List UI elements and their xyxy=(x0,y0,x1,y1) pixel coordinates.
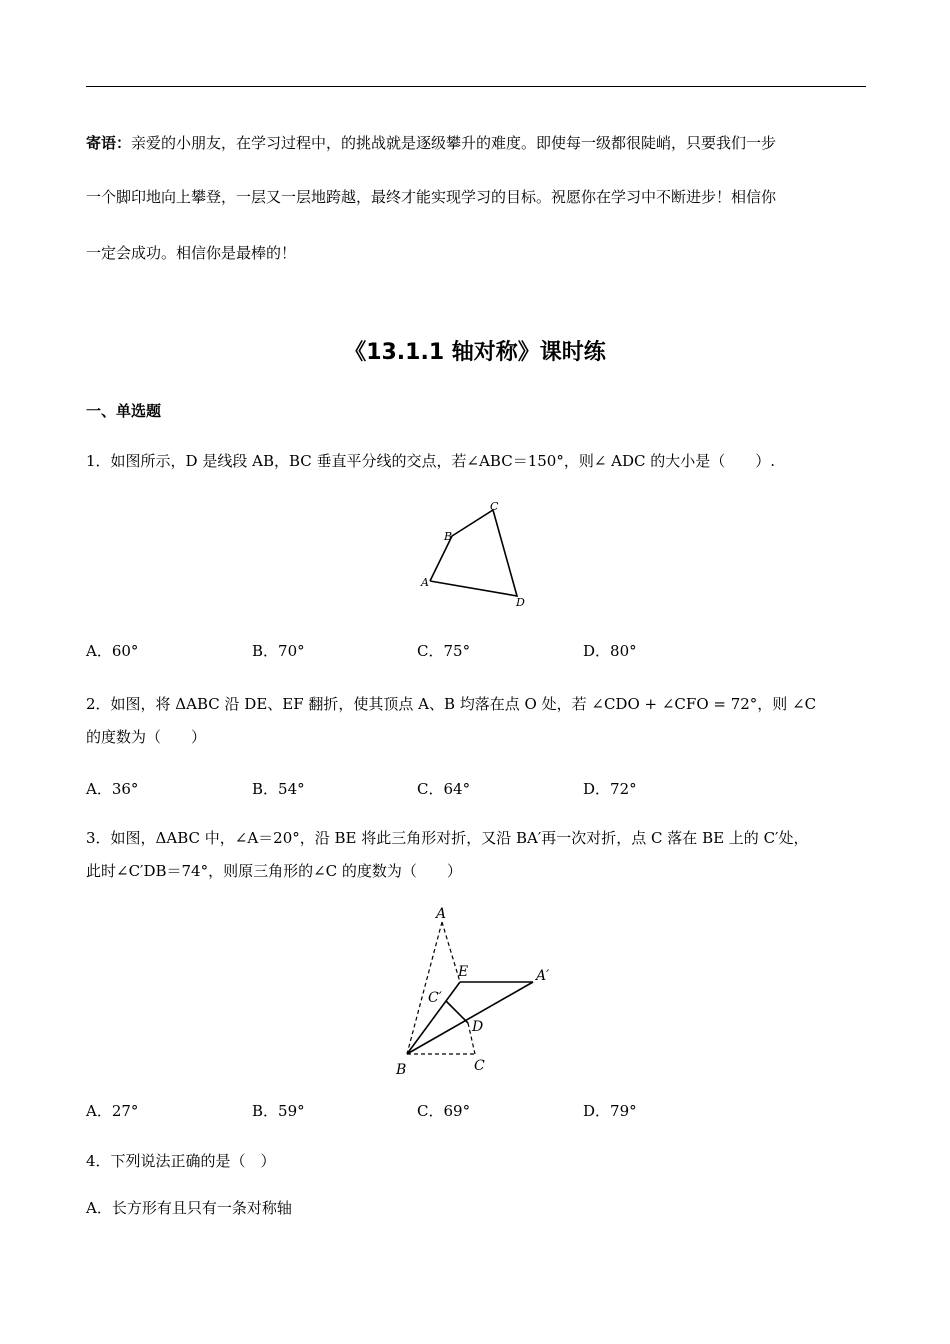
q3-label-a: A xyxy=(436,906,447,922)
q1-label-c: C xyxy=(490,500,499,513)
q3-label-e: E xyxy=(458,964,469,980)
q1-label-a: A xyxy=(421,576,429,589)
q3-option-d[interactable]: D．79° xyxy=(583,1102,637,1120)
q1-figure xyxy=(418,498,530,610)
intro-line-1 xyxy=(86,133,876,153)
q1-option-d[interactable]: D．80° xyxy=(583,642,637,660)
q3-label-b: B xyxy=(396,1062,407,1078)
q2-option-d[interactable]: D．72° xyxy=(583,780,637,798)
q3-option-a[interactable]: A．27° xyxy=(86,1102,139,1120)
q1-label-b: B xyxy=(444,530,453,543)
q3-option-c[interactable]: C．69° xyxy=(417,1102,471,1120)
q1-option-c[interactable]: C．75° xyxy=(417,642,471,660)
q2-stem-1: 2．如图，将 ΔABC 沿 DE、EF 翻折，使其顶点 A、B 均落在点 O 处，若 ∠CDO + ∠CFO = 72°，则 ∠C xyxy=(86,695,817,713)
q3-label-c: C xyxy=(474,1058,485,1074)
intro-line-2: 一个脚印地向上攀登，一层又一层地跨越，最终才能实现学习的目标。祝愿你在学习中不断进步！相信你 xyxy=(86,188,777,206)
q1-option-a[interactable]: A．60° xyxy=(86,642,139,660)
q2-stem-2: 的度数为（ ） xyxy=(86,728,207,746)
header-rule xyxy=(86,86,866,87)
q4-stem: 4．下列说法正确的是（ ） xyxy=(86,1152,276,1170)
q3-option-b[interactable]: B．59° xyxy=(252,1102,305,1120)
intro-line-3: 一定会成功。相信你是最棒的！ xyxy=(86,244,297,262)
q3-label-c-prime: C′ xyxy=(428,990,442,1006)
page-title: 《13.1.1 轴对称》课时练 xyxy=(344,340,606,365)
q1-stem: 1．如图所示，D 是线段 AB，BC 垂直平分线的交点，若∠ABC＝150°，则∠ ADC 的大小是（ ）. xyxy=(86,452,776,470)
intro-label: 寄语： xyxy=(86,134,132,152)
q3-line-cd xyxy=(446,1001,468,1023)
q1-label-d: D xyxy=(516,596,525,609)
q4-option-a[interactable]: A．长方形有且只有一条对称轴 xyxy=(86,1199,292,1217)
q3-line-ba xyxy=(407,982,533,1054)
q3-stem-1: 3．如图，ΔABC 中，∠A＝20°，沿 BE 将此三角形对折，又沿 BA′再一次对折，点 C 落在 BE 上的 C′处， xyxy=(86,829,809,847)
section-heading: 一、单选题 xyxy=(86,402,162,420)
q2-option-a[interactable]: A．36° xyxy=(86,780,139,798)
q2-option-b[interactable]: B．54° xyxy=(252,780,305,798)
intro-text-1: 亲爱的小朋友，在学习过程中，的挑战就是逐级攀升的难度。即使每一级都很陡峭，只要我们一步 xyxy=(131,134,777,152)
q3-side-ab xyxy=(407,922,442,1054)
q2-option-c[interactable]: C．64° xyxy=(417,780,471,798)
q3-figure xyxy=(390,902,560,1082)
q1-option-b[interactable]: B．70° xyxy=(252,642,305,660)
q3-label-d: D xyxy=(472,1019,484,1035)
q1-quadrilateral xyxy=(430,510,517,596)
q3-label-a-prime: A′ xyxy=(536,968,550,984)
q3-stem-2: 此时∠C′DB＝74°，则原三角形的∠C 的度数为（ ） xyxy=(86,862,462,880)
